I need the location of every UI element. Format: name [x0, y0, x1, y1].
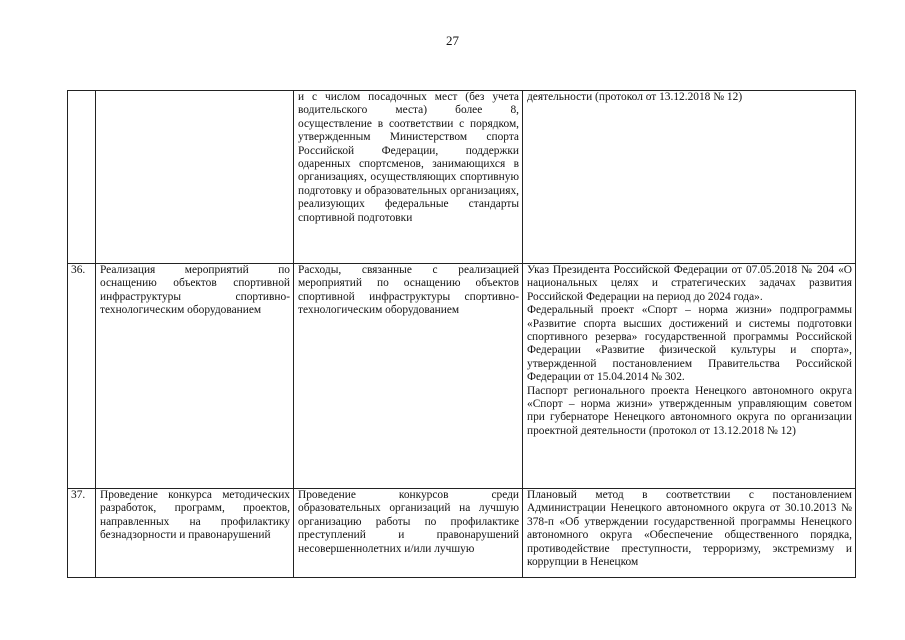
- legal-basis-cell: [523, 264, 856, 489]
- row-number-cell: [68, 91, 96, 264]
- measure-cell: Реализация мероприятий по оснащению объектов спортивной инфраструктуры спортивно-технологическим оборудованием: [96, 264, 294, 489]
- row-number-cell: [68, 489, 96, 578]
- legal-basis-text: [527, 489, 852, 577]
- page-number: 27: [446, 33, 459, 48]
- legal-basis-paragraph: Федеральный проект «Спорт – норма жизни» подпрограммы «Развитие спорта высших достижений и системы подготовки спортивного резерва» государственной программы Российской Федерации «Развитие физической культуры и спорта», утвержденной постановлением Правительства Российской Федерации от 15.04.2014 № 302.: [527, 304, 852, 384]
- legal-basis-cell: [523, 91, 856, 264]
- row-number-cell: 36.: [68, 264, 96, 489]
- legal-basis-paragraph: Паспорт регионального проекта Ненецкого автономного округа «Спорт – норма жизни» утвержденным управляющим советом при губернаторе Ненецкого автономного округа по организации проектной деятельности (протокол от 13.12.2018 № 12): [527, 384, 852, 437]
- measure-cell: [96, 91, 294, 264]
- legal-basis-cell: [523, 489, 856, 578]
- expense-cell: и с числом посадочных мест (без учета водительского места) более 8, осуществление в соответствии с порядком, утвержденным Министерством спорта Российской Федерации, поддержки одаренных спортсменов, занимающихся в организациях, осуществляющих спортивную подготовку и образовательных организациях, реализующих федеральные стандарты спортивной подготовки: [294, 91, 523, 264]
- table-row: [68, 489, 856, 578]
- table-row: [68, 264, 856, 489]
- measure-cell: [96, 489, 294, 578]
- document-table: [67, 90, 856, 578]
- legal-basis-paragraph: Плановый метод в соответствии с постановлением Администрации Ненецкого автономного округа от 30.10.2013 № 378-п «Об утверждении государственной программы Ненецкого автономного округа «Обеспечение общественного порядка, противодействие преступности, терроризму, экстремизму и коррупции в Ненецком: [527, 489, 852, 569]
- row-number-text: 37.: [71, 489, 86, 501]
- measure-text: Проведение конкурса методических разработок, программ, проектов, направленных на профилактику безнадзорности и правонарушений: [100, 489, 290, 542]
- expense-text: Проведение конкурсов среди образовательных организаций на лучшую организацию работы по профилактике преступлений и правонарушений несовершеннолетних и/или лучшую: [298, 489, 519, 555]
- expense-cell: [294, 489, 523, 578]
- table-row: [68, 91, 856, 264]
- legal-basis-paragraph: деятельности (протокол от 13.12.2018 № 12): [527, 91, 743, 103]
- legal-basis-paragraph: Указ Президента Российской Федерации от 07.05.2018 № 204 «О национальных целях и стратегических задачах развития Российской Федерации на период до 2024 года».: [527, 264, 852, 303]
- expense-cell: Расходы, связанные с реализацией мероприятий по оснащению объектов спортивной инфраструктуры спортивно-технологическим оборудованием: [294, 264, 523, 489]
